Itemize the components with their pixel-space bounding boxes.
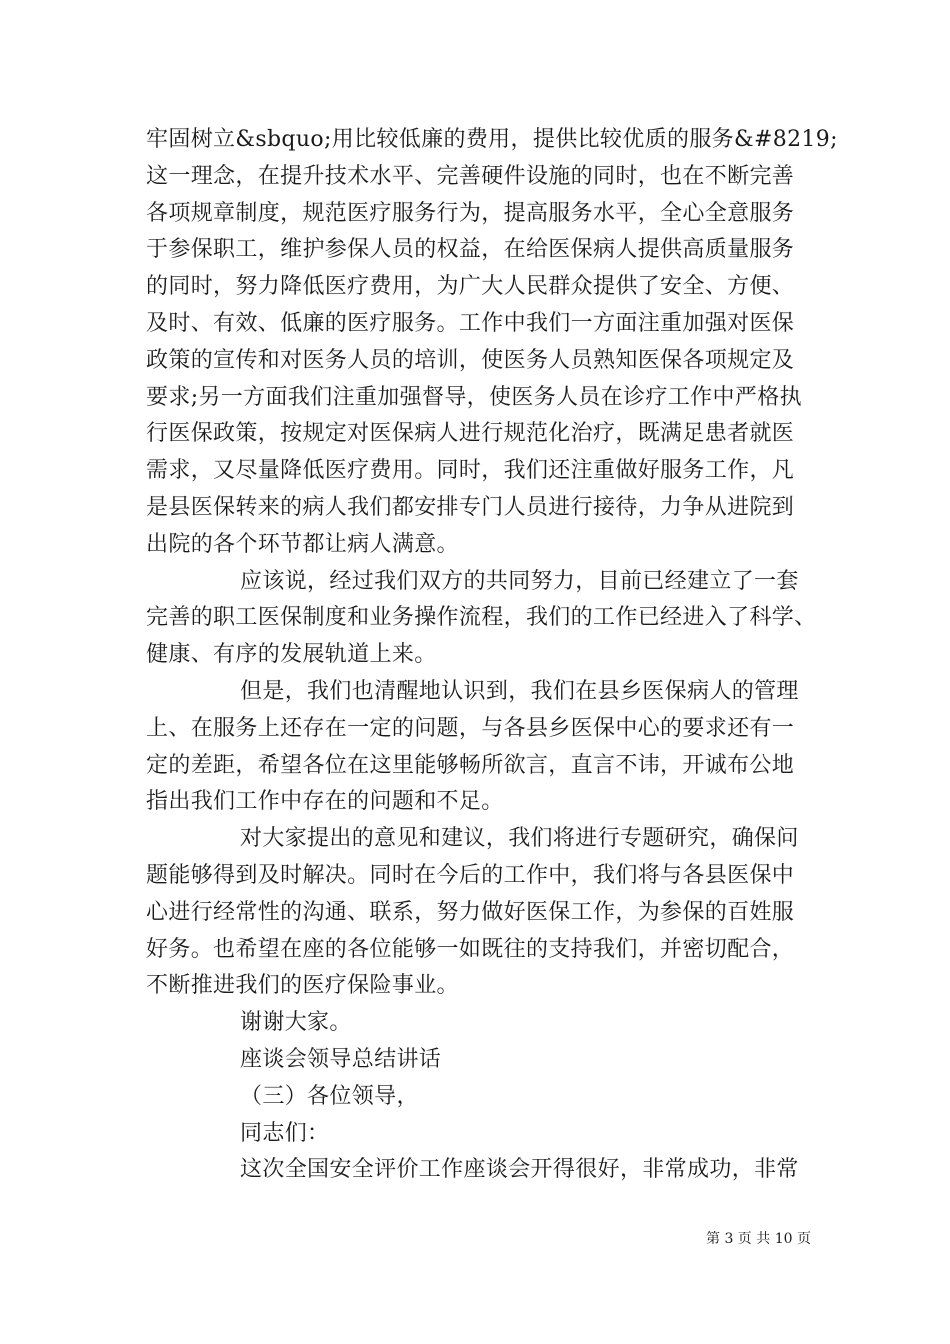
text-line: 出院的各个环节都让病人满意。 (146, 531, 459, 557)
body-text (146, 122, 838, 1189)
page-number: 第 3 页 共 10 页 (706, 1231, 811, 1247)
paragraph-first-line: 这次全国安全评价工作座谈会开得很好，非常成功，非常 (240, 1157, 799, 1183)
text-line: 的同时，努力降低医疗费用，为广大人民群众提供了安全、方便、 (146, 274, 795, 300)
text-line: 及时、有效、低廉的医疗服务。工作中我们一方面注重加强对医保 (146, 310, 795, 336)
text-line: 好务。也希望在座的各位能够一如既往的支持我们，并密切配合， (146, 936, 795, 962)
text-line: 定的差距，希望各位在这里能够畅所欲言，直言不讳，开诚布公地 (146, 752, 795, 778)
text-line: 政策的宣传和对医务人员的培训，使医务人员熟知医保各项规定及 (146, 347, 795, 373)
text-line: 题能够得到及时解决。同时在今后的工作中，我们将与各县医保中 (146, 862, 795, 888)
text-line: 完善的职工医保制度和业务操作流程，我们的工作已经进入了科学、 (146, 605, 817, 631)
closing-line: 谢谢大家。 (240, 1010, 352, 1036)
text-line: 要求;另一方面我们注重加强督导，使医务人员在诊疗工作中严格执 (146, 384, 802, 410)
text-line: 上、在服务上还存在一定的问题，与各县乡医保中心的要求还有一 (146, 715, 795, 741)
text-line: 这一理念，在提升技术水平、完善硬件设施的同时，也在不断完善 (146, 163, 795, 189)
text-line: 各项规章制度，规范医疗服务行为，提高服务水平，全心全意服务 (146, 200, 795, 226)
text-line: 指出我们工作中存在的问题和不足。 (146, 789, 504, 815)
section-title: 座谈会领导总结讲话 (240, 1046, 442, 1072)
text-line: 心进行经常性的沟通、联系，努力做好医保工作，为参保的百姓服 (146, 899, 795, 925)
salutation-line: （三）各位领导， (240, 1083, 419, 1109)
text-line: 需求，又尽量降低医疗费用。同时，我们还注重做好服务工作，凡 (146, 458, 795, 484)
paragraph-first-line: 对大家提出的意见和建议，我们将进行专题研究，确保问 (240, 826, 799, 852)
paragraph-first-line: 应该说，经过我们双方的共同努力，目前已经建立了一套 (240, 568, 799, 594)
paragraph-first-line: 但是，我们也清醒地认识到，我们在县乡医保病人的管理 (240, 678, 799, 704)
text-line: 是县医保转来的病人我们都安排专门人员进行接待，力争从进院到 (146, 494, 795, 520)
text-line: 健康、有序的发展轨道上来。 (146, 642, 437, 668)
text-line: 不断推进我们的医疗保险事业。 (146, 973, 459, 999)
text-line: 于参保职工，维护参保人员的权益，在给医保病人提供高质量服务 (146, 237, 795, 263)
text-line: 行医保政策，按规定对医保病人进行规范化治疗，既满足患者就医 (146, 421, 795, 447)
text-line: 牢固树立&sbquo;用比较低廉的费用，提供比较优质的服务&#8219; (146, 127, 838, 152)
salutation-line: 同志们： (240, 1120, 330, 1146)
